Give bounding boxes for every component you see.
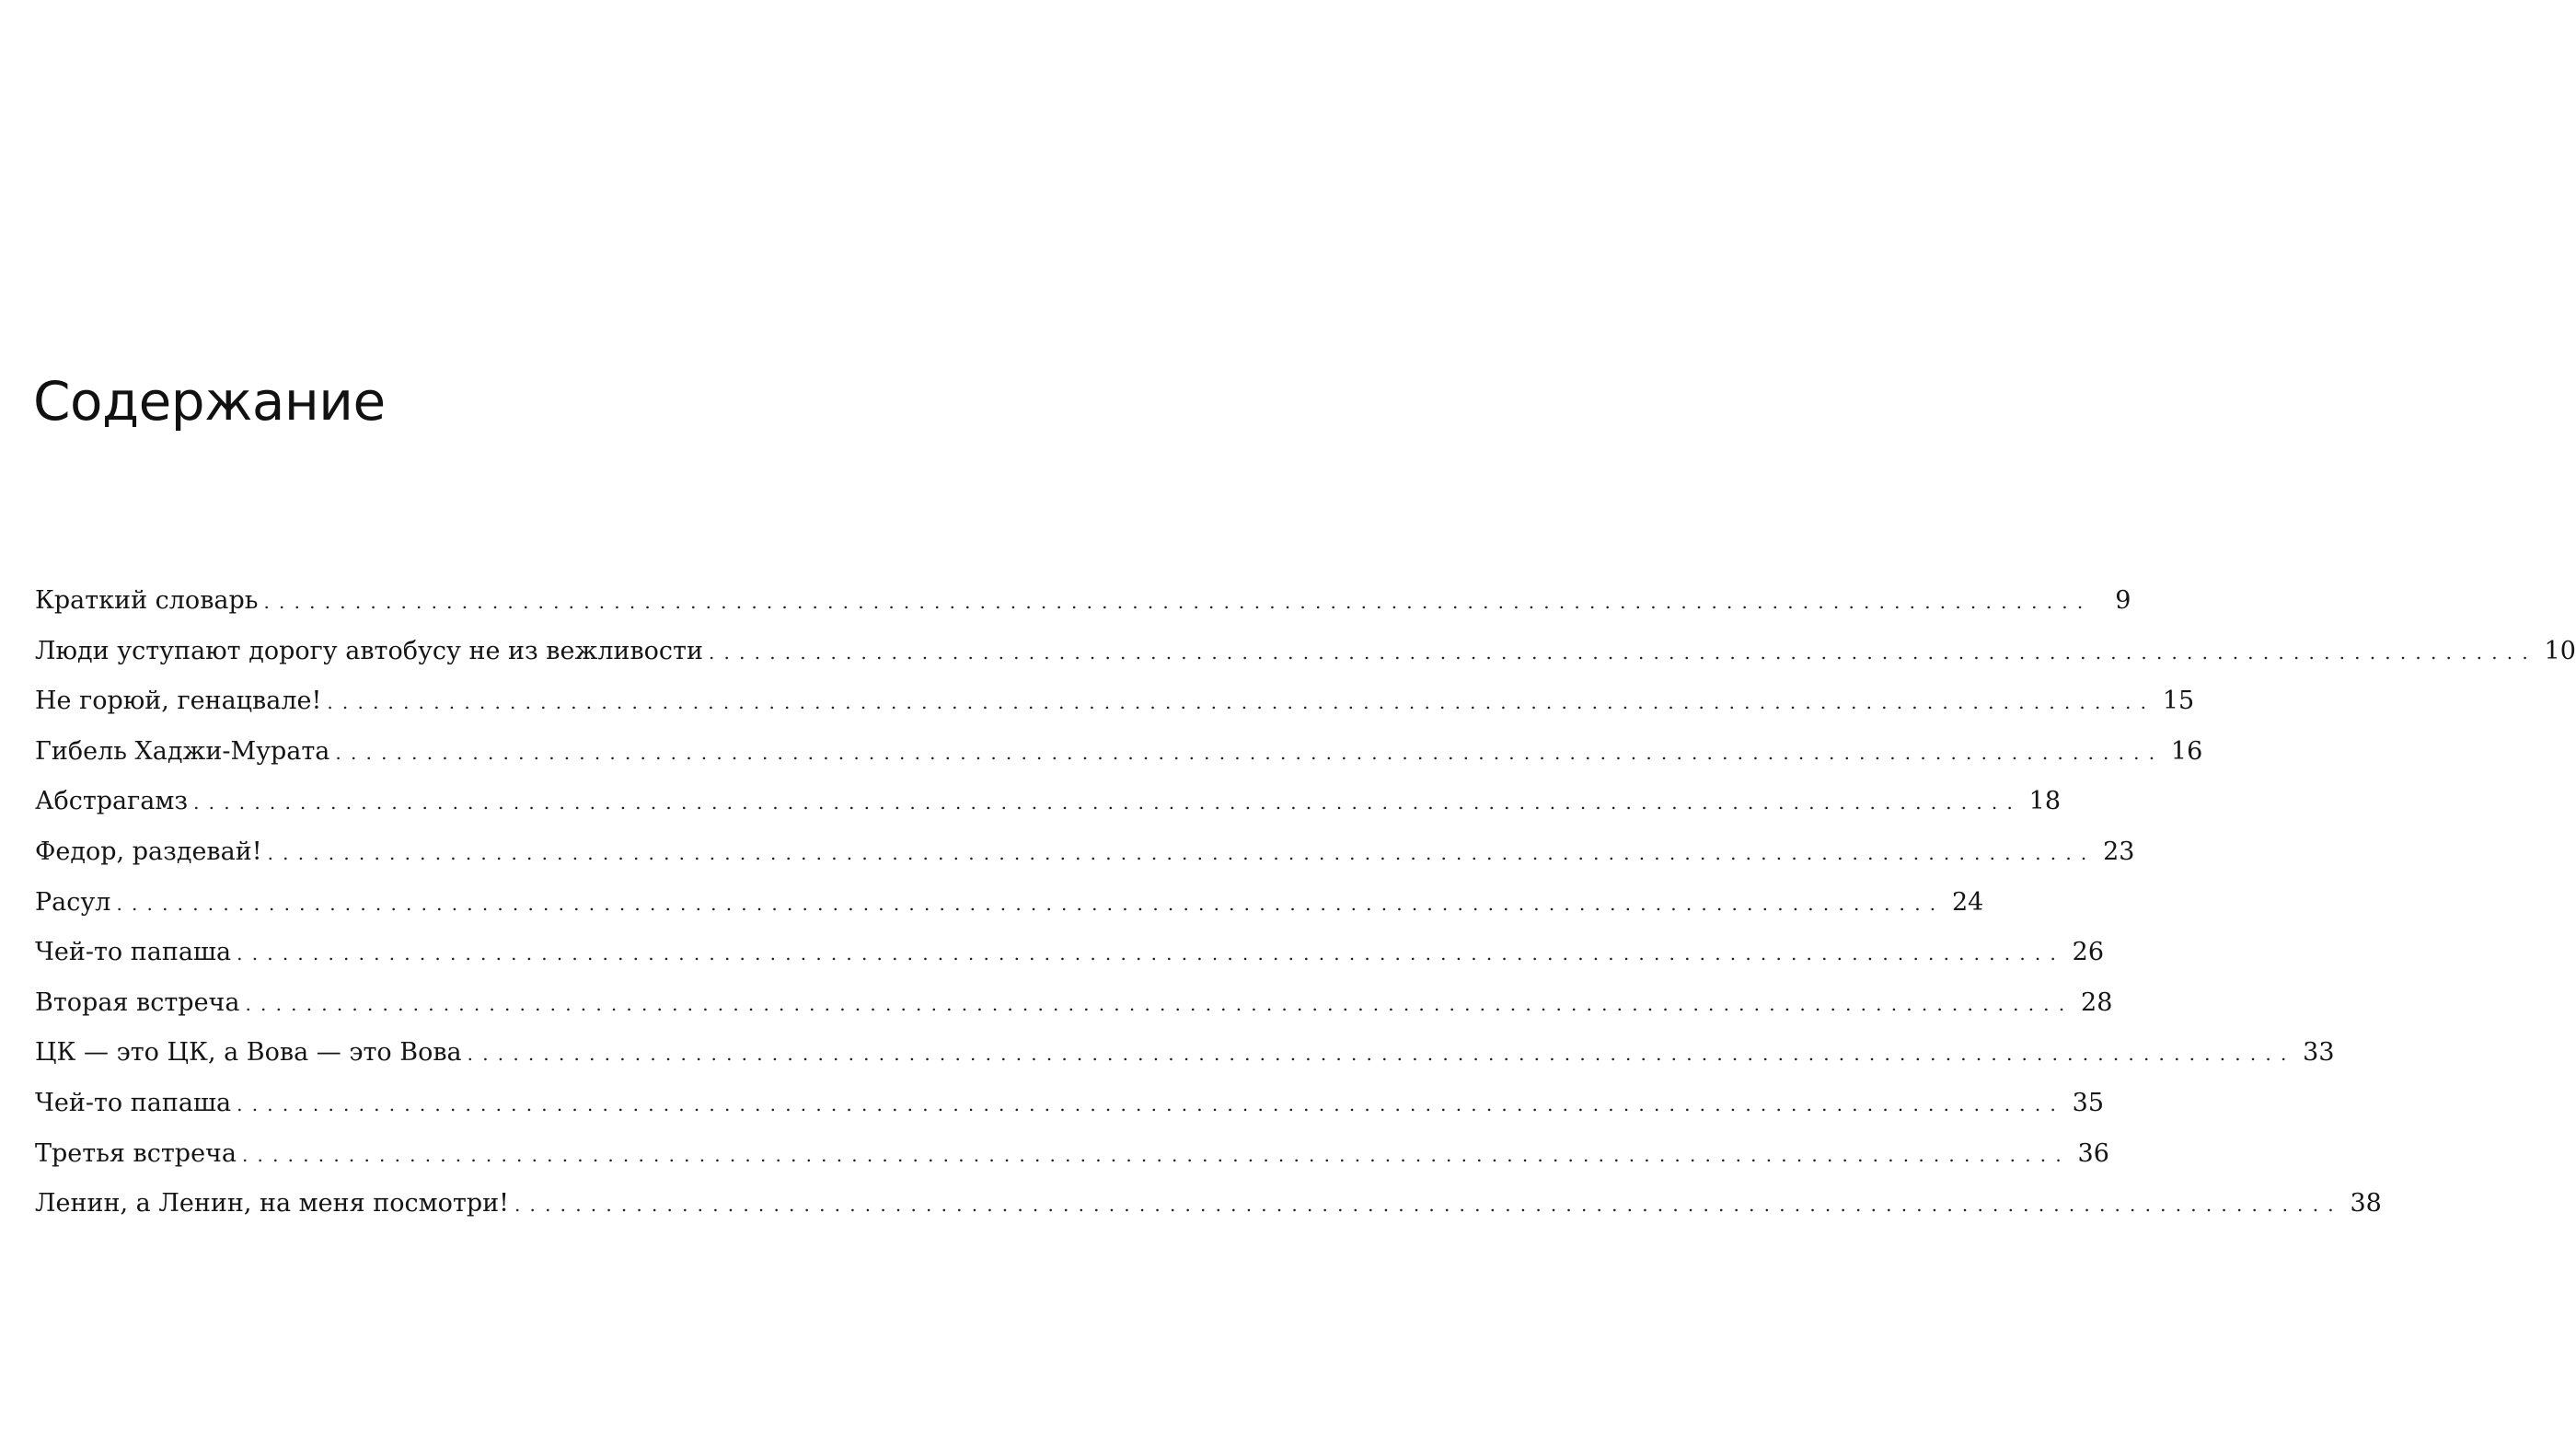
toc-entry[interactable] xyxy=(35,1028,2335,1079)
toc-page-number: 35 xyxy=(2072,1088,2105,1117)
toc-page-number: 15 xyxy=(2162,687,2195,716)
dot-leader: ........................................................................................................................ xyxy=(327,691,2156,714)
toc-page-number: 9 xyxy=(2115,586,2131,615)
toc-entry-title: Третья встреча xyxy=(35,1138,237,1168)
toc-entry[interactable] xyxy=(35,576,2131,627)
toc-page-number: 23 xyxy=(2103,837,2135,866)
dot-leader: ........................................................................................................................ xyxy=(467,1043,2296,1066)
dot-leader: ........................................................................................................................ xyxy=(514,1194,2343,1217)
toc-page-number: 24 xyxy=(1951,887,1984,917)
toc-page-number: 28 xyxy=(2081,987,2113,1017)
toc-entry-title: Краткий словарь xyxy=(35,586,259,615)
table-of-contents xyxy=(35,576,2576,1230)
toc-entry[interactable] xyxy=(35,676,2195,727)
page-title: Содержание xyxy=(33,370,386,433)
toc-entry[interactable] xyxy=(35,777,2062,827)
dot-leader: ........................................................................................................................ xyxy=(708,641,2537,664)
toc-entry-title: Не горюй, генацвале! xyxy=(35,687,322,716)
toc-page-number: 26 xyxy=(2072,938,2105,967)
toc-entry-title: Расул xyxy=(35,887,111,917)
dot-leader: ........................................................................................................................ xyxy=(116,892,1946,915)
toc-entry[interactable] xyxy=(35,928,2105,978)
toc-page-number: 10 xyxy=(2544,636,2576,665)
toc-entry-title: Люди уступают дорогу автобусу не из вежливости xyxy=(35,636,703,665)
dot-leader: ........................................................................................................................ xyxy=(335,741,2165,764)
toc-entry[interactable] xyxy=(35,1079,2105,1129)
toc-page-number: 38 xyxy=(2350,1189,2382,1218)
dot-leader: ........................................................................................................................ xyxy=(242,1143,2071,1166)
toc-entry-title: Федор, раздевай! xyxy=(35,837,262,866)
toc-entry[interactable] xyxy=(35,827,2135,878)
toc-entry-title: Чей-то папаша xyxy=(35,1088,232,1117)
toc-entry-title: Абстрагамз xyxy=(35,787,189,816)
dot-leader: ........................................................................................................................ xyxy=(237,1092,2066,1115)
toc-entry-title: Вторая встреча xyxy=(35,987,240,1017)
toc-page-number: 36 xyxy=(2077,1138,2109,1168)
dot-leader: ........................................................................................................................ xyxy=(263,591,2093,613)
toc-entry-title: Ленин, а Ленин, на меня посмотри! xyxy=(35,1189,509,1218)
toc-entry-title: ЦК — это ЦК, а Вова — это Вова xyxy=(35,1038,462,1068)
toc-entry[interactable] xyxy=(35,727,2203,778)
toc-entry[interactable] xyxy=(35,878,1984,929)
dot-leader: ........................................................................................................................ xyxy=(237,942,2066,965)
dot-leader: ........................................................................................................................ xyxy=(193,791,2023,814)
toc-page-number: 33 xyxy=(2303,1038,2335,1068)
toc-entry[interactable] xyxy=(35,978,2113,1029)
toc-page-number: 18 xyxy=(2028,787,2062,816)
toc-entry[interactable] xyxy=(35,1179,2382,1230)
toc-entry[interactable] xyxy=(35,627,2576,677)
dot-leader: ........................................................................................................................ xyxy=(245,992,2074,1015)
toc-page-number: 16 xyxy=(2170,736,2203,766)
toc-entry[interactable] xyxy=(35,1129,2109,1180)
dot-leader: ........................................................................................................................ xyxy=(267,841,2097,864)
toc-entry-title: Гибель Хаджи-Мурата xyxy=(35,736,330,766)
toc-entry-title: Чей-то папаша xyxy=(35,938,232,967)
